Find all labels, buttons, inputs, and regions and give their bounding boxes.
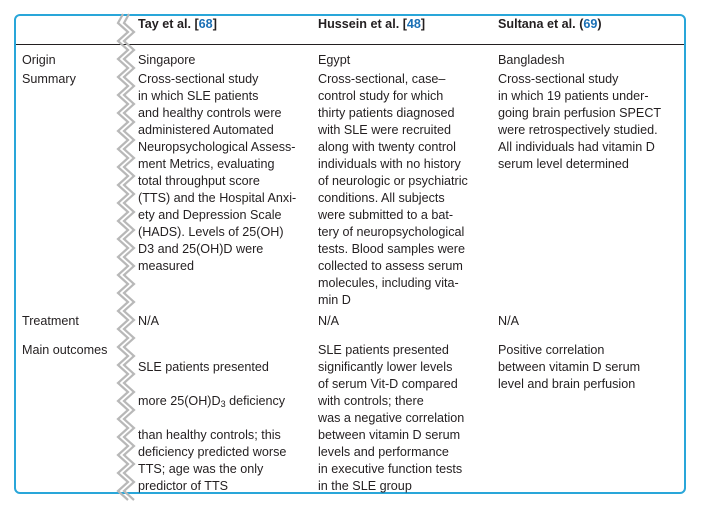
row-label-outcomes: Main outcomes bbox=[22, 343, 108, 357]
cell-origin-sultana: Bangladesh bbox=[498, 53, 565, 67]
outcome-line: SLE patients presented bbox=[138, 360, 269, 374]
cell-summary-hussein: Cross-sectional, case– control study for which thirty patients diagnosed with SLE were recruited along with twenty control individuals with no history of neurologic or psychiatric conditions. All subjects were submitted to a bat- tery of neuropsychological tests. Blood samples were collected to assess serum molecules, including vita- min D bbox=[318, 72, 468, 307]
outcome-line: more $25(OH)D_3$ deficiency bbox=[138, 394, 286, 409]
header-name: Sultana et al. bbox=[498, 17, 576, 31]
header-name: Tay et al. bbox=[138, 17, 191, 31]
column-header-tay: Tay et al. [68] bbox=[138, 17, 217, 31]
cell-treatment-tay: N/A bbox=[138, 314, 159, 328]
cell-origin-hussein: Egypt bbox=[318, 53, 351, 67]
cell-summary-tay: Cross-sectional study in which SLE patients and healthy controls were administered Automated Neuropsychological Assess- ment Metrics, evaluating total throughput score (TTS) and the Hospital Anxi- ety and Depression Scale (HADS). Levels of 25(OH) D3 and 25(OH)D were measured bbox=[138, 72, 297, 273]
citation-link[interactable]: 48 bbox=[406, 17, 421, 31]
header-name: Hussein et al. bbox=[318, 17, 400, 31]
cell-outcomes-sultana: Positive correlation between vitamin D serum level and brain perfusion bbox=[498, 343, 641, 391]
column-header-hussein: Hussein et al. [48] bbox=[318, 17, 426, 31]
citation-link[interactable]: 68 bbox=[198, 17, 213, 31]
row-label-treatment: Treatment bbox=[22, 314, 79, 328]
outcome-rest: than healthy controls; this deficiency predicted worse TTS; age was the only predictor of TTS bbox=[138, 428, 287, 493]
cell-outcomes-hussein: SLE patients presented significantly lower levels of serum Vit-D compared with controls; there was a negative correlation between vitamin D serum levels and performance in executive function tests in the SLE group bbox=[318, 343, 465, 493]
cell-origin-tay: Singapore bbox=[138, 53, 196, 67]
row-label-summary: Summary bbox=[22, 72, 76, 86]
row-label-origin: Origin bbox=[22, 53, 56, 67]
cell-summary-sultana: Cross-sectional study in which 19 patients under- going brain perfusion SPECT were retrospectively studied. All individuals had vitamin D serum level determined bbox=[498, 72, 662, 171]
cell-treatment-sultana: N/A bbox=[498, 314, 519, 328]
cell-treatment-hussein: N/A bbox=[318, 314, 339, 328]
column-header-sultana: Sultana et al. (69) bbox=[498, 17, 602, 31]
cell-outcomes-tay bbox=[138, 342, 310, 512]
citation-link[interactable]: 69 bbox=[583, 17, 598, 31]
column-break-zigzag bbox=[114, 0, 142, 510]
